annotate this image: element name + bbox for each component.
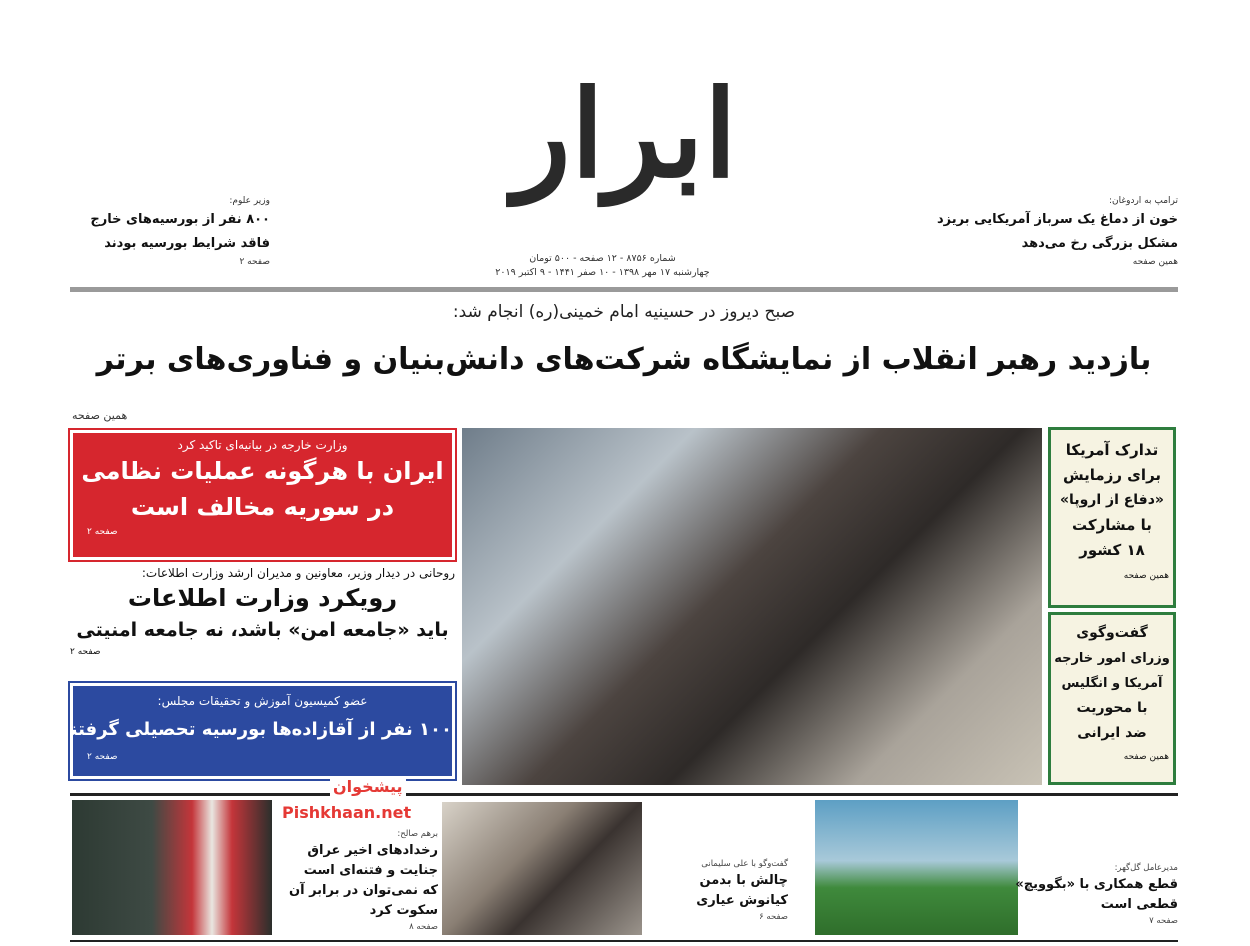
- story-line: با مشارکت: [1072, 516, 1152, 534]
- bottom-story[interactable]: [280, 828, 438, 934]
- watermark-fa: پیشخوان: [330, 777, 406, 797]
- story-line: با محوریت: [1076, 700, 1148, 716]
- page-ref: صفحه ۶: [759, 912, 788, 922]
- watermark-en: Pishkhaan.net: [282, 803, 412, 822]
- story-line: وزرای امور خارجه: [1054, 651, 1170, 666]
- story-line: خون از دماغ یک سرباز آمریکایی بریزد: [936, 212, 1178, 227]
- story-kicker: ترامپ به اردوغان:: [1109, 196, 1178, 206]
- story-line: برای رزمایش: [1062, 466, 1162, 484]
- story-line: آمریکا و انگلیس: [1061, 676, 1163, 691]
- story-line: ۸۰۰ نفر از بورسیه‌های خارج: [90, 212, 270, 227]
- divider: [70, 940, 1178, 942]
- story-line: ضد ایرانی: [1077, 725, 1147, 741]
- story-line: تدارک آمریکا: [1065, 441, 1159, 459]
- story-kicker: وزیر علوم:: [229, 196, 270, 206]
- bottom-photo-iraq: [72, 800, 272, 935]
- bottom-story[interactable]: [648, 858, 788, 924]
- page-ref: صفحه ۲: [87, 527, 118, 537]
- story-line: ایران با هرگونه عملیات نظامی: [81, 457, 444, 485]
- top-right-story[interactable]: [908, 195, 1178, 269]
- story-line: ۱۸ کشور: [1079, 541, 1145, 559]
- story-line: چالش با بدمن: [699, 873, 788, 888]
- story-line: در سوریه مخالف است: [130, 493, 395, 521]
- page-ref: صفحه ۷: [1149, 916, 1178, 926]
- lead-photo: [462, 428, 1042, 785]
- story-line: گفت‌وگوی: [1076, 625, 1148, 641]
- story-headline: ۱۰۰ نفر از آقازاده‌ها بورسیه تحصیلی گرفتند: [60, 719, 452, 740]
- story-line: فاقد شرایط بورسیه بودند: [104, 236, 270, 251]
- bottom-photo-football: [815, 800, 1018, 935]
- story-line: که نمی‌توان در برابر آن: [289, 883, 438, 898]
- story-kicker: برهم صالح:: [397, 829, 438, 839]
- story-line: باید «جامعه امن» باشد، نه جامعه امنیتی: [76, 619, 449, 641]
- story-line: رخدادهای اخیر عراق: [307, 843, 438, 858]
- bottom-story[interactable]: [1015, 862, 1178, 928]
- green-story-box[interactable]: [1048, 427, 1176, 608]
- story-line: کیانوش عیاری: [696, 893, 788, 908]
- story-kicker: عضو کمیسیون آموزش و تحقیقات مجلس:: [157, 694, 368, 708]
- story-line: رویکرد وزارت اطلاعات: [127, 584, 398, 612]
- story-line: قطعی است: [1100, 897, 1178, 912]
- page-ref: صفحه ۲: [87, 752, 118, 762]
- blue-story-box[interactable]: [60, 683, 455, 779]
- lead-headline[interactable]: بازدید رهبر انقلاب از نمایشگاه شرکت‌های دانش‌بنیان و فناوری‌های برتر: [96, 342, 1152, 377]
- mid-story[interactable]: [70, 565, 455, 659]
- story-kicker: وزارت خارجه در بیانیه‌ای تاکید کرد: [177, 438, 348, 452]
- issue-line: شماره ۸۷۵۶ - ۱۲ صفحه - ۵۰۰ تومان: [529, 253, 676, 264]
- masthead-logo: ابرار: [512, 64, 738, 205]
- story-line: جنایت و فتنه‌ای است: [303, 863, 438, 878]
- story-kicker: گفت‌وگو با علی سلیمانی: [701, 859, 788, 869]
- divider: [70, 287, 1178, 292]
- top-left-story[interactable]: [70, 195, 270, 269]
- page-ref: همین صفحه: [1123, 752, 1169, 762]
- story-line: «دفاع از اروپا»: [1060, 492, 1164, 508]
- lead-page-ref: همین صفحه: [72, 409, 128, 422]
- page-ref: همین صفحه: [1132, 257, 1178, 267]
- page-ref: صفحه ۲: [70, 647, 101, 657]
- page-ref: صفحه ۸: [409, 922, 438, 932]
- page-ref: همین صفحه: [1123, 571, 1169, 581]
- divider: [70, 793, 1178, 796]
- story-line: سکوت کرد: [369, 903, 438, 918]
- lead-kicker: صبح دیروز در حسینیه امام خمینی(ره) انجام شد:: [452, 302, 796, 322]
- story-kicker: مدیرعامل گل‌گهر:: [1114, 863, 1178, 873]
- date-line: چهارشنبه ۱۷ مهر ۱۳۹۸ - ۱۰ صفر ۱۴۴۱ - ۹ اکتبر ۲۰۱۹: [495, 267, 710, 278]
- page-ref: صفحه ۲: [239, 257, 270, 267]
- story-line: مشکل بزرگی رخ می‌دهد: [1021, 236, 1178, 251]
- red-story-box[interactable]: [70, 430, 455, 560]
- story-line: قطع همکاری با «بگوویچ»: [1015, 877, 1178, 892]
- green-story-box[interactable]: [1048, 612, 1176, 785]
- bottom-photo-interview: [442, 802, 642, 935]
- issue-info: [460, 252, 745, 280]
- story-kicker: روحانی در دیدار وزیر، معاونین و مدیران ارشد وزارت اطلاعات:: [141, 566, 455, 580]
